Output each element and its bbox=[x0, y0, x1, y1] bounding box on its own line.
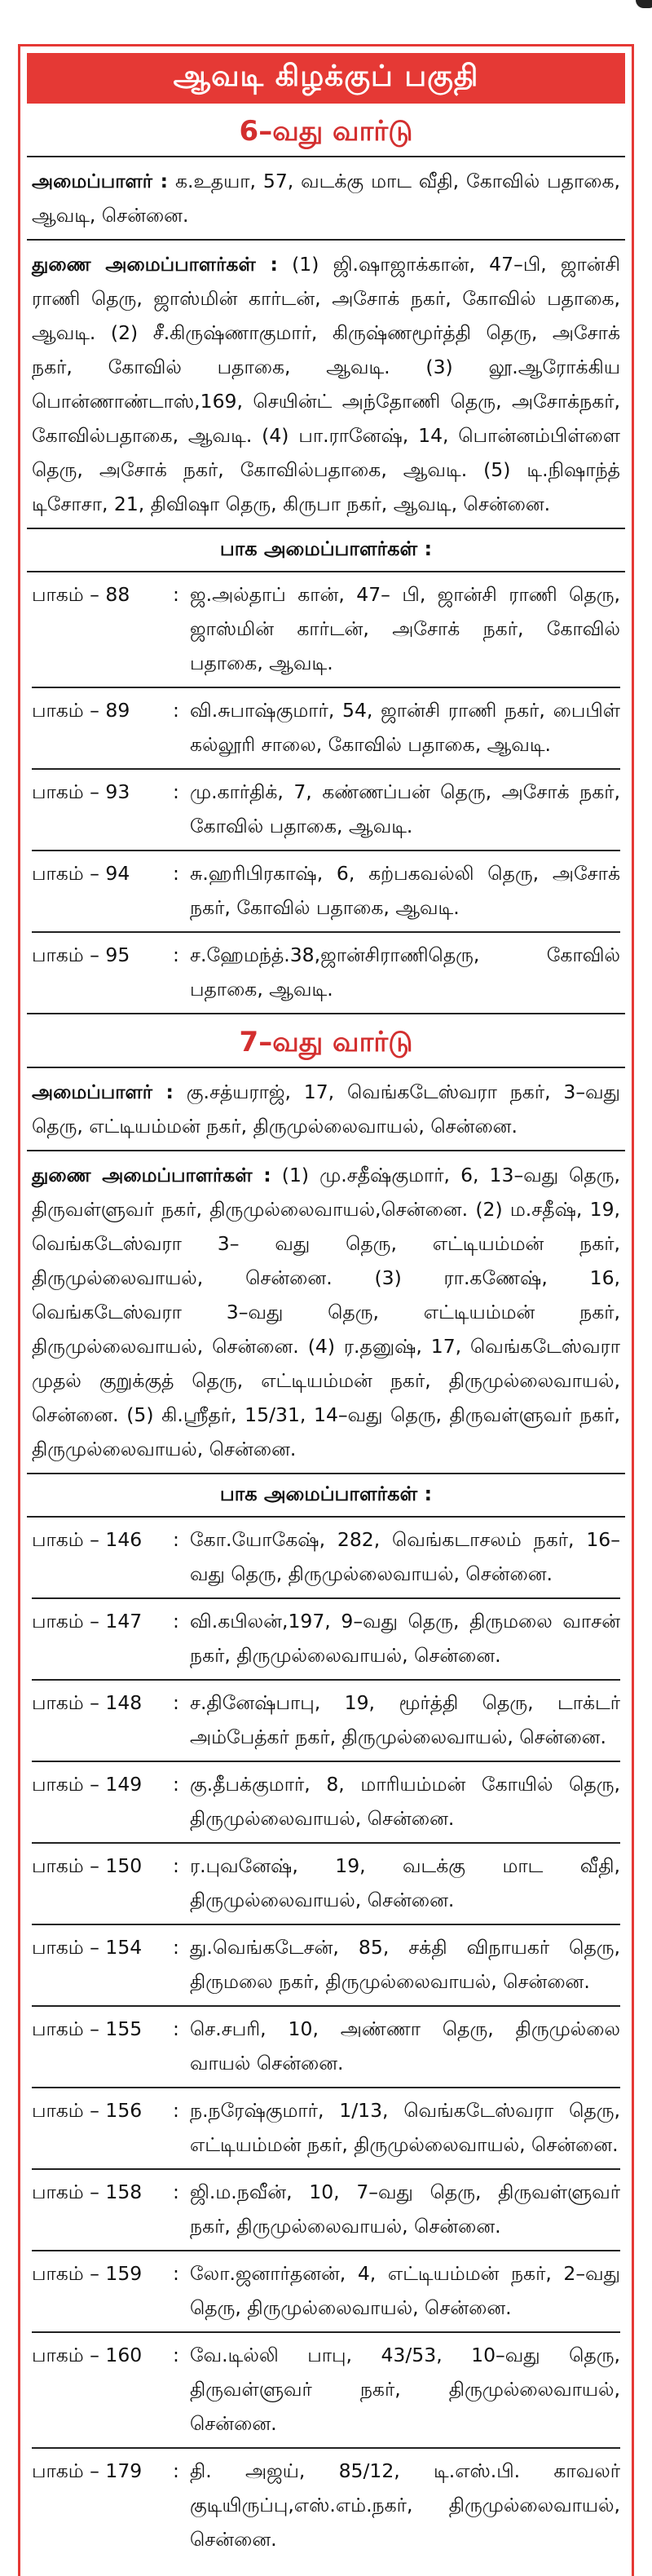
booth-colon: : bbox=[173, 583, 179, 606]
booth-row bbox=[32, 768, 620, 850]
booth-number: பாகம் – 158 bbox=[32, 2181, 143, 2203]
booth-number: பாகம் – 159 bbox=[32, 2262, 143, 2285]
booth-number: பாகம் – 88 bbox=[32, 583, 130, 606]
booth-text: ந.நரேஷ்குமார், 1/13, வெங்கடேஸ்வரா தெரு, எட்டியம்மன் நகர், திருமுல்லைவாயல், சென்னை. bbox=[190, 2099, 620, 2156]
booth-text: ஜி.ம.நவீன், 10, 7–வது தெரு, திருவள்ளுவர் நகர், திருமுல்லைவாயல், சென்னை. bbox=[190, 2181, 620, 2238]
booth-number: பாகம் – 160 bbox=[32, 2344, 143, 2366]
booth-number: பாகம் – 155 bbox=[32, 2017, 143, 2040]
booth-heading: பாக அமைப்பாளர்கள் : bbox=[219, 1482, 433, 1505]
booth-list bbox=[20, 1518, 632, 2563]
deputy-label: துணை அமைப்பாளர்கள் : bbox=[32, 1164, 271, 1186]
booth-number: பாகம் – 149 bbox=[32, 1773, 143, 1796]
booth-text: ச.ஹேமந்த்.38,ஜான்சிராணிதெரு, கோவில் பதாகை, ஆவடி. bbox=[190, 943, 620, 1001]
booth-row bbox=[32, 2168, 620, 2250]
booth-colon: : bbox=[173, 943, 179, 966]
booth-colon: : bbox=[173, 699, 179, 722]
divider bbox=[27, 528, 625, 529]
booth-colon: : bbox=[173, 862, 179, 885]
divider bbox=[27, 1150, 625, 1151]
deputy-paragraph bbox=[32, 1158, 620, 1466]
divider bbox=[27, 239, 625, 241]
organizer-paragraph bbox=[32, 164, 620, 232]
booth-colon: : bbox=[173, 1936, 179, 1959]
ward-title: 6–வது வார்டு bbox=[239, 115, 413, 148]
booth-row bbox=[32, 931, 620, 1013]
booth-text: ச.தினேஷ்பாபு, 19, மூர்த்தி தெரு, டாக்டர் அம்பேத்கர் நகர், திருமுல்லைவாயல், சென்னை. bbox=[190, 1691, 620, 1748]
booth-colon: : bbox=[173, 2181, 179, 2203]
divider bbox=[27, 156, 625, 157]
booth-number: பாகம் – 179 bbox=[32, 2459, 143, 2482]
booth-text: சு.ஹரிபிரகாஷ், 6, கற்பகவல்லி தெரு, அசோக் நகர், கோவில் பதாகை, ஆவடி. bbox=[190, 862, 620, 919]
booth-colon: : bbox=[173, 1528, 179, 1551]
booth-number: பாகம் – 93 bbox=[32, 780, 130, 803]
deputy-label: துணை அமைப்பாளர்கள் : bbox=[32, 253, 278, 276]
booth-row bbox=[32, 1597, 620, 1679]
organizer-text: கு.சத்யராஜ், 17, வெங்கடேஸ்வரா நகர், 3–வது தெரு, எட்டியம்மன் நகர், திருமுல்லைவாயல், சென்னை. bbox=[32, 1080, 620, 1138]
area-banner bbox=[27, 53, 625, 104]
booth-text: வி.சுபாஷ்குமார், 54, ஜான்சி ராணி நகர், பைபிள் கல்லூரி சாலை, கோவில் பதாகை, ஆவடி. bbox=[190, 699, 620, 756]
corner-mark bbox=[636, 0, 652, 8]
booth-text: லோ.ஜனார்தனன், 4, எட்டியம்மன் நகர், 2–வது தெரு, திருமுல்லைவாயல், சென்னை. bbox=[190, 2262, 620, 2319]
booth-text: மு.கார்திக், 7, கண்ணப்பன் தெரு, அசோக் நகர், கோவில் பதாகை, ஆவடி. bbox=[190, 780, 620, 837]
booth-text: கு.தீபக்குமார், 8, மாரியம்மன் கோயில் தெரு, திருமுல்லைவாயல், சென்னை. bbox=[190, 1773, 620, 1830]
booth-number: பாகம் – 146 bbox=[32, 1528, 143, 1551]
booth-text: வே.டில்லி பாபு, 43/53, 10–வது தெரு, திருவள்ளுவர் நகர், திருமுல்லைவாயல், சென்னை. bbox=[190, 2344, 620, 2435]
booth-text: வி.கபிலன்,197, 9–வது தெரு, திருமலை வாசன் நகர், திருமுல்லைவாயல், சென்னை. bbox=[190, 1610, 620, 1667]
booth-colon: : bbox=[173, 2262, 179, 2285]
deputy-text: (1) ஜி.ஷாஜாக்கான், 47–பி, ஜான்சி ராணி தெரு, ஜாஸ்மின் கார்டன், அசோக் நகர், கோவில் பதாகை, ஆவடி. (2) சீ.கிருஷ்ணாகுமார், கிருஷ்ணமூர்த்தி தெரு, அசோக் நகர், கோவில் பதாகை, ஆவடி. (3) லூ.ஆரோக்கிய பொன்ணாண்டாஸ்,169, செயின்ட் அந்தோணி தெரு, அசோக்நகர், கோவில்பதாகை, ஆவடி. (4) பா.ரானேஷ், 14, பொன்னம்பிள்ளை தெரு, அசோக் நகர், கோவில்பதாகை, ஆவடி. (5) டி.நிஷாந்த் டிசோசா, 21, திவிஷா தெரு, கிருபா நகர், ஆவடி, சென்னை. bbox=[32, 253, 620, 515]
booth-row bbox=[32, 1518, 620, 1597]
booth-colon: : bbox=[173, 1691, 179, 1714]
booth-number: பாகம் – 148 bbox=[32, 1691, 143, 1714]
booth-text: து.வெங்கடேசன், 85, சக்தி விநாயகர் தெரு, திருமலை நகர், திருமுல்லைவாயல், சென்னை. bbox=[190, 1936, 620, 1993]
booth-row bbox=[32, 2250, 620, 2331]
booth-colon: : bbox=[173, 2459, 179, 2482]
booth-colon: : bbox=[173, 2017, 179, 2040]
organizer-label: அமைப்பாளர் : bbox=[32, 1080, 174, 1103]
booth-colon: : bbox=[173, 2099, 179, 2122]
article-column bbox=[18, 44, 634, 2576]
organizer-text: க.உதயா, 57, வடக்கு மாட வீதி, கோவில் பதாகை, ஆவடி, சென்னை. bbox=[32, 170, 620, 227]
booth-heading: பாக அமைப்பாளர்கள் : bbox=[219, 537, 433, 560]
divider bbox=[27, 1067, 625, 1068]
divider bbox=[27, 1473, 625, 1474]
booth-row bbox=[32, 687, 620, 768]
booth-row bbox=[32, 2087, 620, 2168]
booth-row bbox=[32, 2447, 620, 2563]
booth-text: ர.புவனேஷ், 19, வடக்கு மாட வீதி, திருமுல்லைவாயல், சென்னை. bbox=[190, 1854, 620, 1911]
ward-title: 7–வது வார்டு bbox=[239, 1026, 413, 1058]
booth-number: பாகம் – 89 bbox=[32, 699, 130, 722]
booth-text: கோ.யோகேஷ், 282, வெங்கடாசலம் நகர், 16–வது தெரு, திருமுல்லைவாயல், சென்னை. bbox=[190, 1528, 620, 1585]
booth-number: பாகம் – 147 bbox=[32, 1610, 143, 1633]
organizer-paragraph bbox=[32, 1075, 620, 1143]
booth-row bbox=[32, 572, 620, 687]
booth-number: பாகம் – 95 bbox=[32, 943, 130, 966]
booth-number: பாகம் – 154 bbox=[32, 1936, 143, 1959]
booth-text: ஜ.அல்தாப் கான், 47– பி, ஜான்சி ராணி தெரு, ஜாஸ்மின் கார்டன், அசோக் நகர், கோவில் பதாகை, ஆவடி. bbox=[190, 583, 620, 674]
booth-colon: : bbox=[173, 780, 179, 803]
booth-row bbox=[32, 2331, 620, 2447]
booth-colon: : bbox=[173, 1610, 179, 1633]
deputy-paragraph bbox=[32, 247, 620, 521]
booth-text: செ.சபரி, 10, அண்ணா தெரு, திருமுல்லை வாயல் சென்னை. bbox=[190, 2017, 620, 2074]
booth-colon: : bbox=[173, 1854, 179, 1877]
deputy-text: (1) மு.சதீஷ்குமார், 6, 13–வது தெரு, திருவள்ளுவர் நகர், திருமுல்லைவாயல்,சென்னை. (2) ம.சதீஷ், 19, வெங்கடேஸ்வரா 3– வது தெரு, எட்டியம்மன் நகர், திருமுல்லைவாயல், சென்னை. (3) ரா.கணேஷ், 16, வெங்கடேஸ்வரா 3–வது தெரு, எட்டியம்மன் நகர், திருமுல்லைவாயல், சென்னை. (4) ர.தனுஷ், 17, வெங்கடேஸ்வரா முதல் குறுக்குத் தெரு, எட்டியம்மன் நகர், திருமுல்லைவாயல், சென்னை. (5) கி.ஸ்ரீதர், 15/31, 14–வது தெரு, திருவள்ளுவர் நகர், திருமுல்லைவாயல், சென்னை. bbox=[32, 1164, 620, 1460]
booth-row bbox=[32, 1842, 620, 1924]
booth-row bbox=[32, 2005, 620, 2087]
divider bbox=[27, 1013, 625, 1014]
booth-number: பாகம் – 150 bbox=[32, 1854, 143, 1877]
booth-colon: : bbox=[173, 2344, 179, 2366]
top-strip bbox=[0, 0, 652, 28]
booth-list bbox=[20, 572, 632, 1013]
area-title: ஆவடி கிழக்குப் பகுதி bbox=[173, 60, 479, 93]
booth-text: தி. அஜய், 85/12, டி.எஸ்.பி. காவலர் குடியிருப்பு,எஸ்.எம்.நகர், திருமுல்லைவாயல், சென்னை. bbox=[190, 2459, 620, 2551]
booth-row bbox=[32, 1924, 620, 2005]
booth-number: பாகம் – 94 bbox=[32, 862, 130, 885]
booth-row bbox=[32, 1761, 620, 1842]
booth-number: பாகம் – 156 bbox=[32, 2099, 143, 2122]
booth-colon: : bbox=[173, 1773, 179, 1796]
booth-row bbox=[32, 1679, 620, 1761]
organizer-label: அமைப்பாளர் : bbox=[32, 170, 169, 192]
booth-row bbox=[32, 850, 620, 931]
